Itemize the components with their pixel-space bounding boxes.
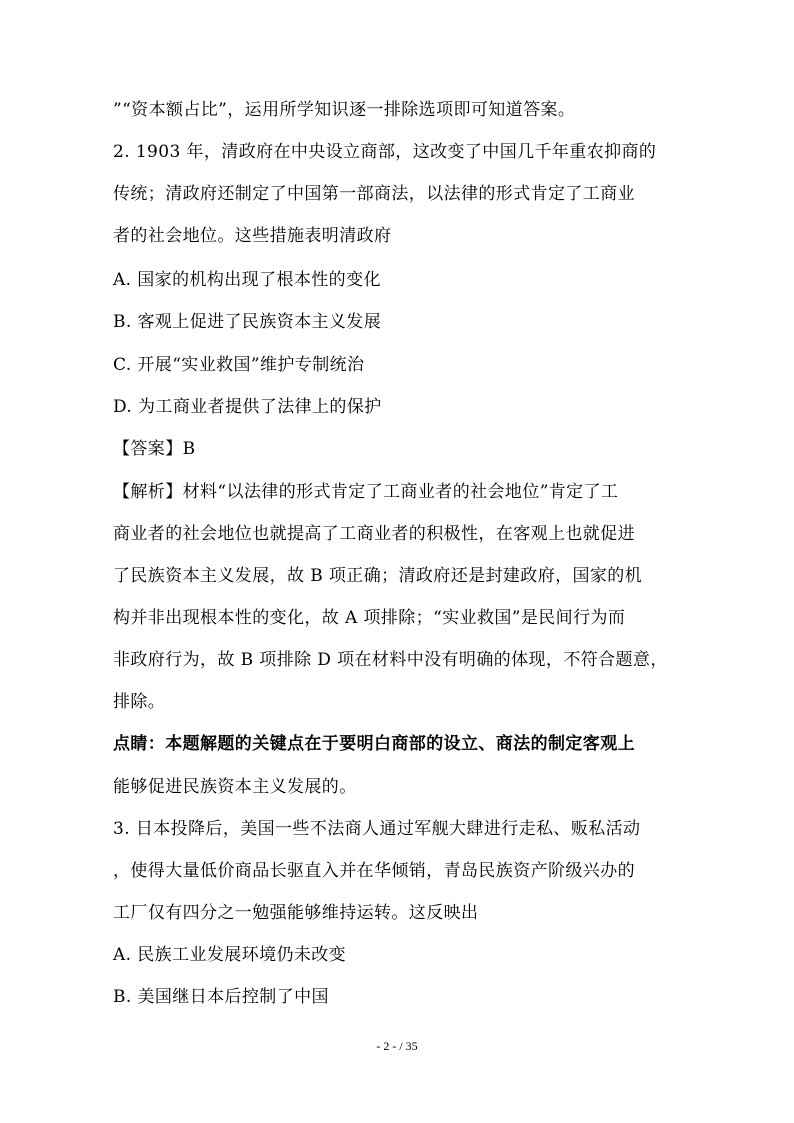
text-line-1: ”“资本额占比”，运用所学知识逐一排除选项即可知道答案。	[113, 100, 576, 120]
question-2-stem-line-3: 者的社会地位。这些措施表明清政府	[113, 226, 392, 246]
analysis-line-2: 商业者的社会地位也就提高了工商业者的积极性，在客观上也就促进	[113, 524, 635, 544]
question-3-stem-line-2: ，使得大量低价商品长驱直入并在华倾销，青岛民族资产阶级兴办的	[113, 861, 635, 881]
question-2-option-c: C. 开展“实业救国”维护专制统治	[113, 355, 365, 375]
analysis-line-5: 非政府行为，故 B 项排除 D 项在材料中没有明确的体现，不符合题意，	[113, 650, 668, 670]
comment-line-1: 点睛：本题解题的关键点在于要明白商部的设立、商法的制定客观上	[113, 734, 635, 754]
question-3-option-b: B. 美国继日本后控制了中国	[113, 987, 329, 1007]
question-2-option-d: D. 为工商业者提供了法律上的保护	[113, 397, 382, 417]
answer-line: 【答案】B	[113, 439, 196, 459]
analysis-line-1: 【解析】材料“以法律的形式肯定了工商业者的社会地位”肯定了工	[113, 482, 619, 502]
question-2-option-b: B. 客观上促进了民族资本主义发展	[113, 312, 382, 332]
question-3-stem-line-1: 3. 日本投降后，美国一些不法商人通过军舰大肆进行走私、贩私活动	[113, 819, 641, 839]
question-2-option-a: A. 国家的机构出现了根本性的变化	[113, 270, 381, 290]
question-3-stem-line-3: 工厂仅有四分之一勉强能够维持运转。这反映出	[113, 903, 479, 923]
page-number: - 2 - / 35	[376, 1039, 418, 1053]
analysis-line-4: 构并非出现根本性的变化，故 A 项排除；“实业救国”是民间行为而	[113, 608, 626, 628]
question-2-stem-line-1: 2. 1903 年，清政府在中央设立商部，这改变了中国几千年重农抑商的	[113, 142, 657, 162]
analysis-line-6: 排除。	[113, 692, 166, 712]
question-3-option-a: A. 民族工业发展环境仍未改变	[113, 945, 347, 965]
comment-line-2: 能够促进民族资本主义发展的。	[113, 777, 357, 797]
question-2-stem-line-2: 传统；清政府还制定了中国第一部商法，以法律的形式肯定了工商业	[113, 184, 635, 204]
analysis-line-3: 了民族资本主义发展，故 B 项正确；清政府还是封建政府，国家的机	[113, 566, 643, 586]
